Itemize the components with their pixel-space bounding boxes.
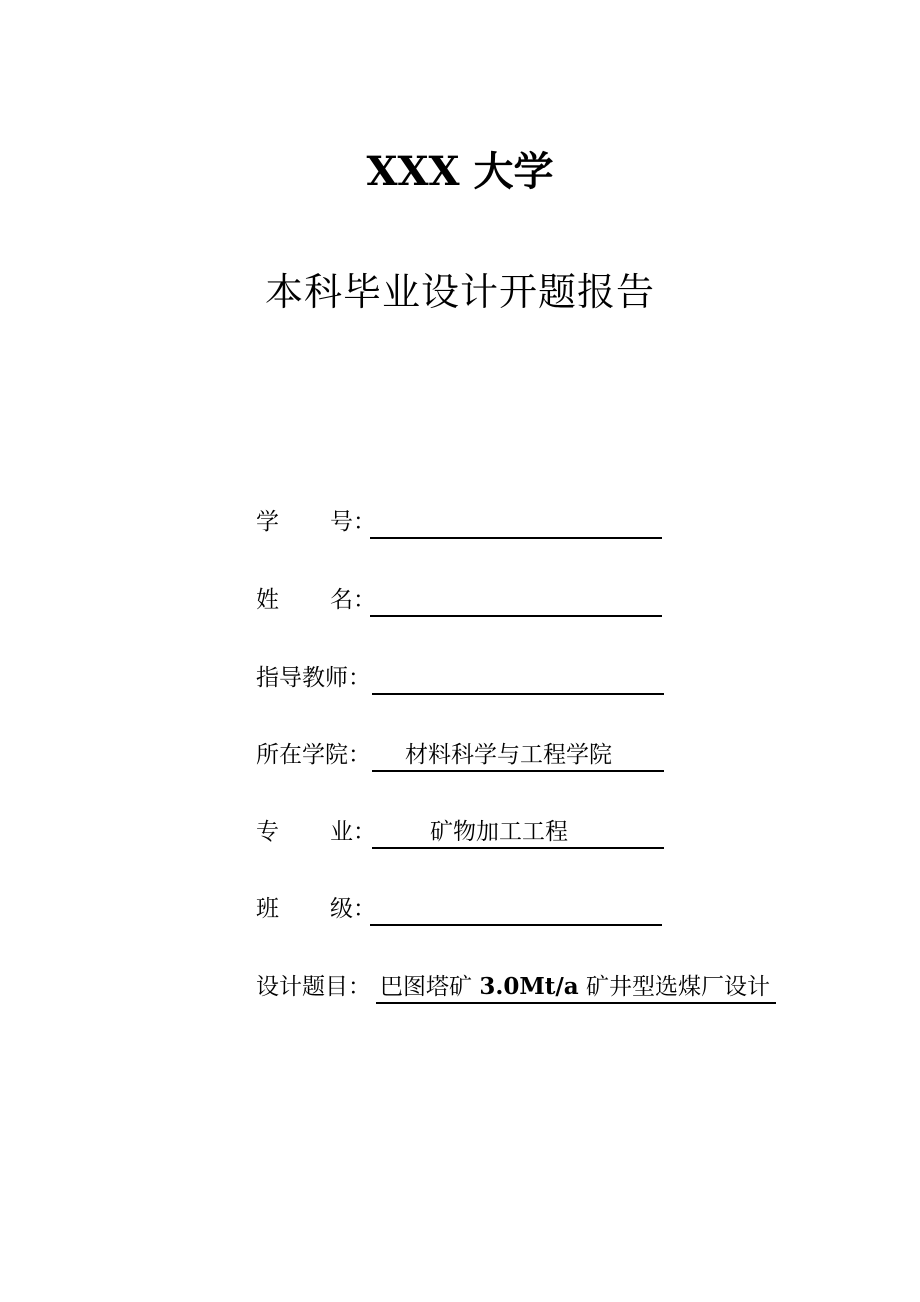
student-id-label: 学 号： [256, 509, 376, 535]
college-label: 所在学院： [256, 742, 371, 768]
class-label: 班 级： [256, 896, 376, 922]
advisor-blank[interactable] [372, 661, 664, 695]
major-value: 矿物加工工程 [430, 819, 568, 845]
name-label: 姓 名： [256, 587, 376, 613]
report-title: 本科毕业设计开题报告 [264, 270, 655, 314]
student-id-blank[interactable] [370, 505, 662, 539]
name-blank[interactable] [370, 583, 662, 617]
college-value: 材料科学与工程学院 [405, 742, 612, 768]
class-blank[interactable] [370, 892, 662, 926]
topic-label: 设计题目： [256, 974, 371, 1000]
university-name: XXX 大学 [366, 148, 554, 195]
topic-value: 巴图塔矿 3.0Mt/a 矿井型选煤厂设计 [380, 973, 771, 1000]
advisor-label: 指导教师： [256, 665, 371, 691]
major-label: 专 业： [256, 819, 376, 845]
